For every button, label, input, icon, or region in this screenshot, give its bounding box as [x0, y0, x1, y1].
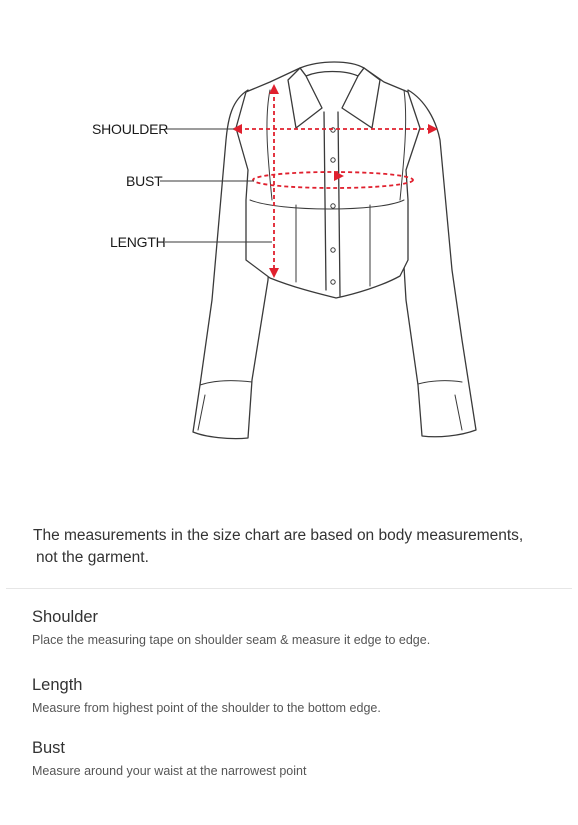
guide-description: Place the measuring tape on shoulder seam & measure it edge to edge. [32, 633, 431, 647]
button-2 [331, 158, 335, 162]
guide-item-bust [32, 738, 552, 779]
shoulder-callout: SHOULDER [92, 121, 169, 137]
length-callout: LENGTH [110, 234, 166, 250]
note-line-1: The measurements in the size chart are based on body measurements, [33, 527, 524, 544]
guide-description: Measure from highest point of the shoulder to the bottom edge. [32, 701, 381, 715]
note-line-2: not the garment. [36, 549, 149, 566]
guide-item-length [32, 675, 552, 716]
guide-description: Measure around your waist at the narrowest point [32, 764, 307, 778]
button-5 [331, 280, 335, 284]
button-3 [331, 204, 335, 208]
measurement-note [33, 525, 553, 569]
guide-title: Length [32, 676, 83, 694]
guide-title: Shoulder [32, 608, 99, 626]
divider [6, 588, 572, 589]
shirt-body [236, 68, 420, 298]
guide-item-shoulder [32, 607, 552, 648]
guide-title: Bust [32, 739, 66, 757]
bust-callout: BUST [126, 173, 163, 189]
button-4 [331, 248, 335, 252]
